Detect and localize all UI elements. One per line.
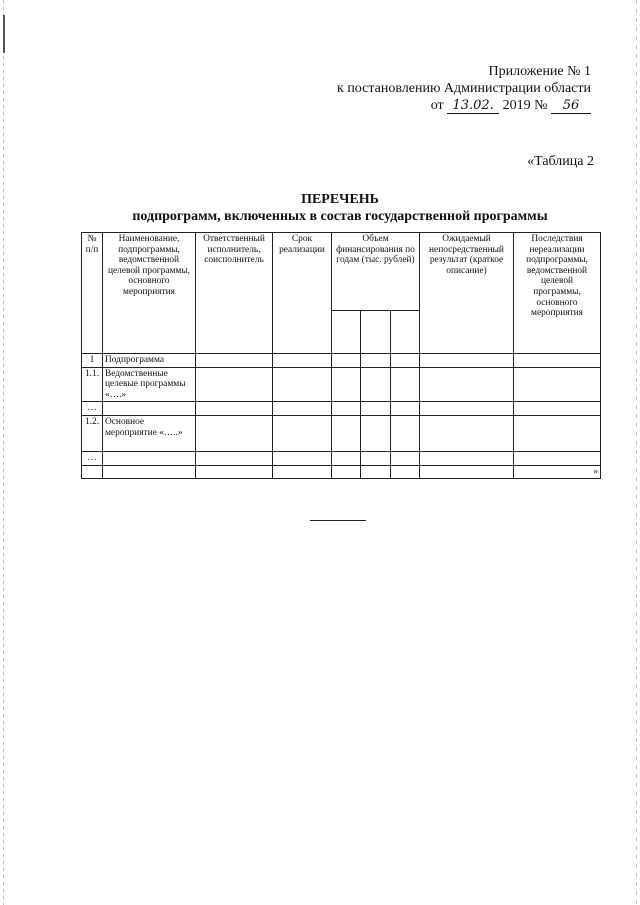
cell-empty bbox=[514, 354, 601, 368]
cell-empty bbox=[361, 367, 391, 402]
handwritten-number: 56 bbox=[551, 99, 591, 114]
table-row bbox=[82, 402, 601, 416]
table-row bbox=[82, 415, 601, 451]
cell-empty bbox=[332, 354, 361, 368]
row-num: … bbox=[82, 451, 103, 465]
table-header-row bbox=[82, 233, 601, 311]
cell-empty bbox=[273, 451, 332, 465]
cell-empty bbox=[273, 415, 332, 451]
cell-empty bbox=[332, 402, 361, 416]
document-subtitle: подпрограмм, включенных в состав государственной программы bbox=[132, 209, 548, 224]
row-name bbox=[103, 465, 196, 479]
document-title: ПЕРЕЧЕНЬ bbox=[301, 192, 379, 207]
funding-year-2 bbox=[361, 311, 391, 354]
cell-empty bbox=[273, 367, 332, 402]
cell-empty bbox=[514, 402, 601, 416]
cell-empty bbox=[332, 367, 361, 402]
row-name: Основное мероприятие «…..» bbox=[103, 415, 196, 451]
header-consequences: Последствия нереализации подпрограммы, ведомственной целевой программы, основного мероприятия bbox=[514, 233, 601, 354]
cell-empty bbox=[196, 451, 273, 465]
row-num: 1.2. bbox=[82, 415, 103, 451]
cell-empty bbox=[391, 354, 420, 368]
appendix-date-line bbox=[271, 97, 591, 114]
scan-edge-right bbox=[636, 0, 637, 905]
cell-empty bbox=[420, 354, 514, 368]
cell-empty bbox=[361, 415, 391, 451]
scan-mark bbox=[3, 15, 5, 53]
row-name: Подпрограмма bbox=[103, 354, 196, 368]
header-name: Наименование, подпрограммы, ведомственной целевой программы, основного мероприятия bbox=[103, 233, 196, 354]
cell-empty bbox=[361, 465, 391, 479]
cell-empty bbox=[514, 451, 601, 465]
table-row bbox=[82, 465, 601, 479]
funding-year-3 bbox=[391, 311, 420, 354]
row-num: 1 bbox=[82, 354, 103, 368]
appendix-resolution: к постановлению Администрации области bbox=[337, 81, 591, 96]
funding-year-1 bbox=[332, 311, 361, 354]
cell-empty bbox=[514, 415, 601, 451]
cell-empty bbox=[196, 402, 273, 416]
scan-edge-left bbox=[3, 0, 4, 905]
cell-empty bbox=[391, 367, 420, 402]
table-row bbox=[82, 354, 601, 368]
cell-empty bbox=[391, 402, 420, 416]
row-name bbox=[103, 451, 196, 465]
header-executor: Ответственный исполнитель, соисполнитель bbox=[196, 233, 273, 354]
cell-empty bbox=[391, 465, 420, 479]
cell-empty bbox=[420, 402, 514, 416]
row-num bbox=[82, 465, 103, 479]
cell-empty bbox=[391, 451, 420, 465]
cell-empty bbox=[273, 465, 332, 479]
row-num: 1.1. bbox=[82, 367, 103, 402]
row-num: … bbox=[82, 402, 103, 416]
header-num: № п/п bbox=[82, 233, 103, 354]
cell-empty bbox=[420, 451, 514, 465]
date-prefix: от bbox=[430, 98, 444, 113]
cell-empty bbox=[420, 465, 514, 479]
cell-empty bbox=[420, 367, 514, 402]
row-name: Ведомственные целевые программы «….» bbox=[103, 367, 196, 402]
cell-empty bbox=[196, 465, 273, 479]
header-funding: Объем финансирования по годам (тыс. рублей) bbox=[332, 233, 420, 311]
cell-empty bbox=[420, 415, 514, 451]
cell-empty bbox=[332, 465, 361, 479]
cell-empty bbox=[273, 402, 332, 416]
cell-empty bbox=[361, 451, 391, 465]
closing-quote: » bbox=[514, 465, 601, 479]
year-label: 2019 № bbox=[502, 98, 548, 113]
table-row bbox=[82, 451, 601, 465]
cell-empty bbox=[361, 402, 391, 416]
cell-empty bbox=[332, 415, 361, 451]
footer-rule bbox=[310, 520, 366, 521]
cell-empty bbox=[196, 415, 273, 451]
cell-empty bbox=[196, 367, 273, 402]
header-period: Срок реализации bbox=[273, 233, 332, 354]
appendix-block bbox=[271, 63, 591, 114]
cell-empty bbox=[196, 354, 273, 368]
cell-empty bbox=[332, 451, 361, 465]
cell-empty bbox=[273, 354, 332, 368]
appendix-number: Приложение № 1 bbox=[488, 64, 591, 79]
row-name bbox=[103, 402, 196, 416]
handwritten-date: 13.02. bbox=[447, 99, 499, 114]
table-row bbox=[82, 367, 601, 402]
header-result: Ожидаемый непосредственный результат (краткое описание) bbox=[420, 233, 514, 354]
cell-empty bbox=[514, 367, 601, 402]
table-caption: «Таблица 2 bbox=[527, 154, 594, 169]
subprograms-table bbox=[81, 232, 601, 479]
cell-empty bbox=[361, 354, 391, 368]
cell-empty bbox=[391, 415, 420, 451]
